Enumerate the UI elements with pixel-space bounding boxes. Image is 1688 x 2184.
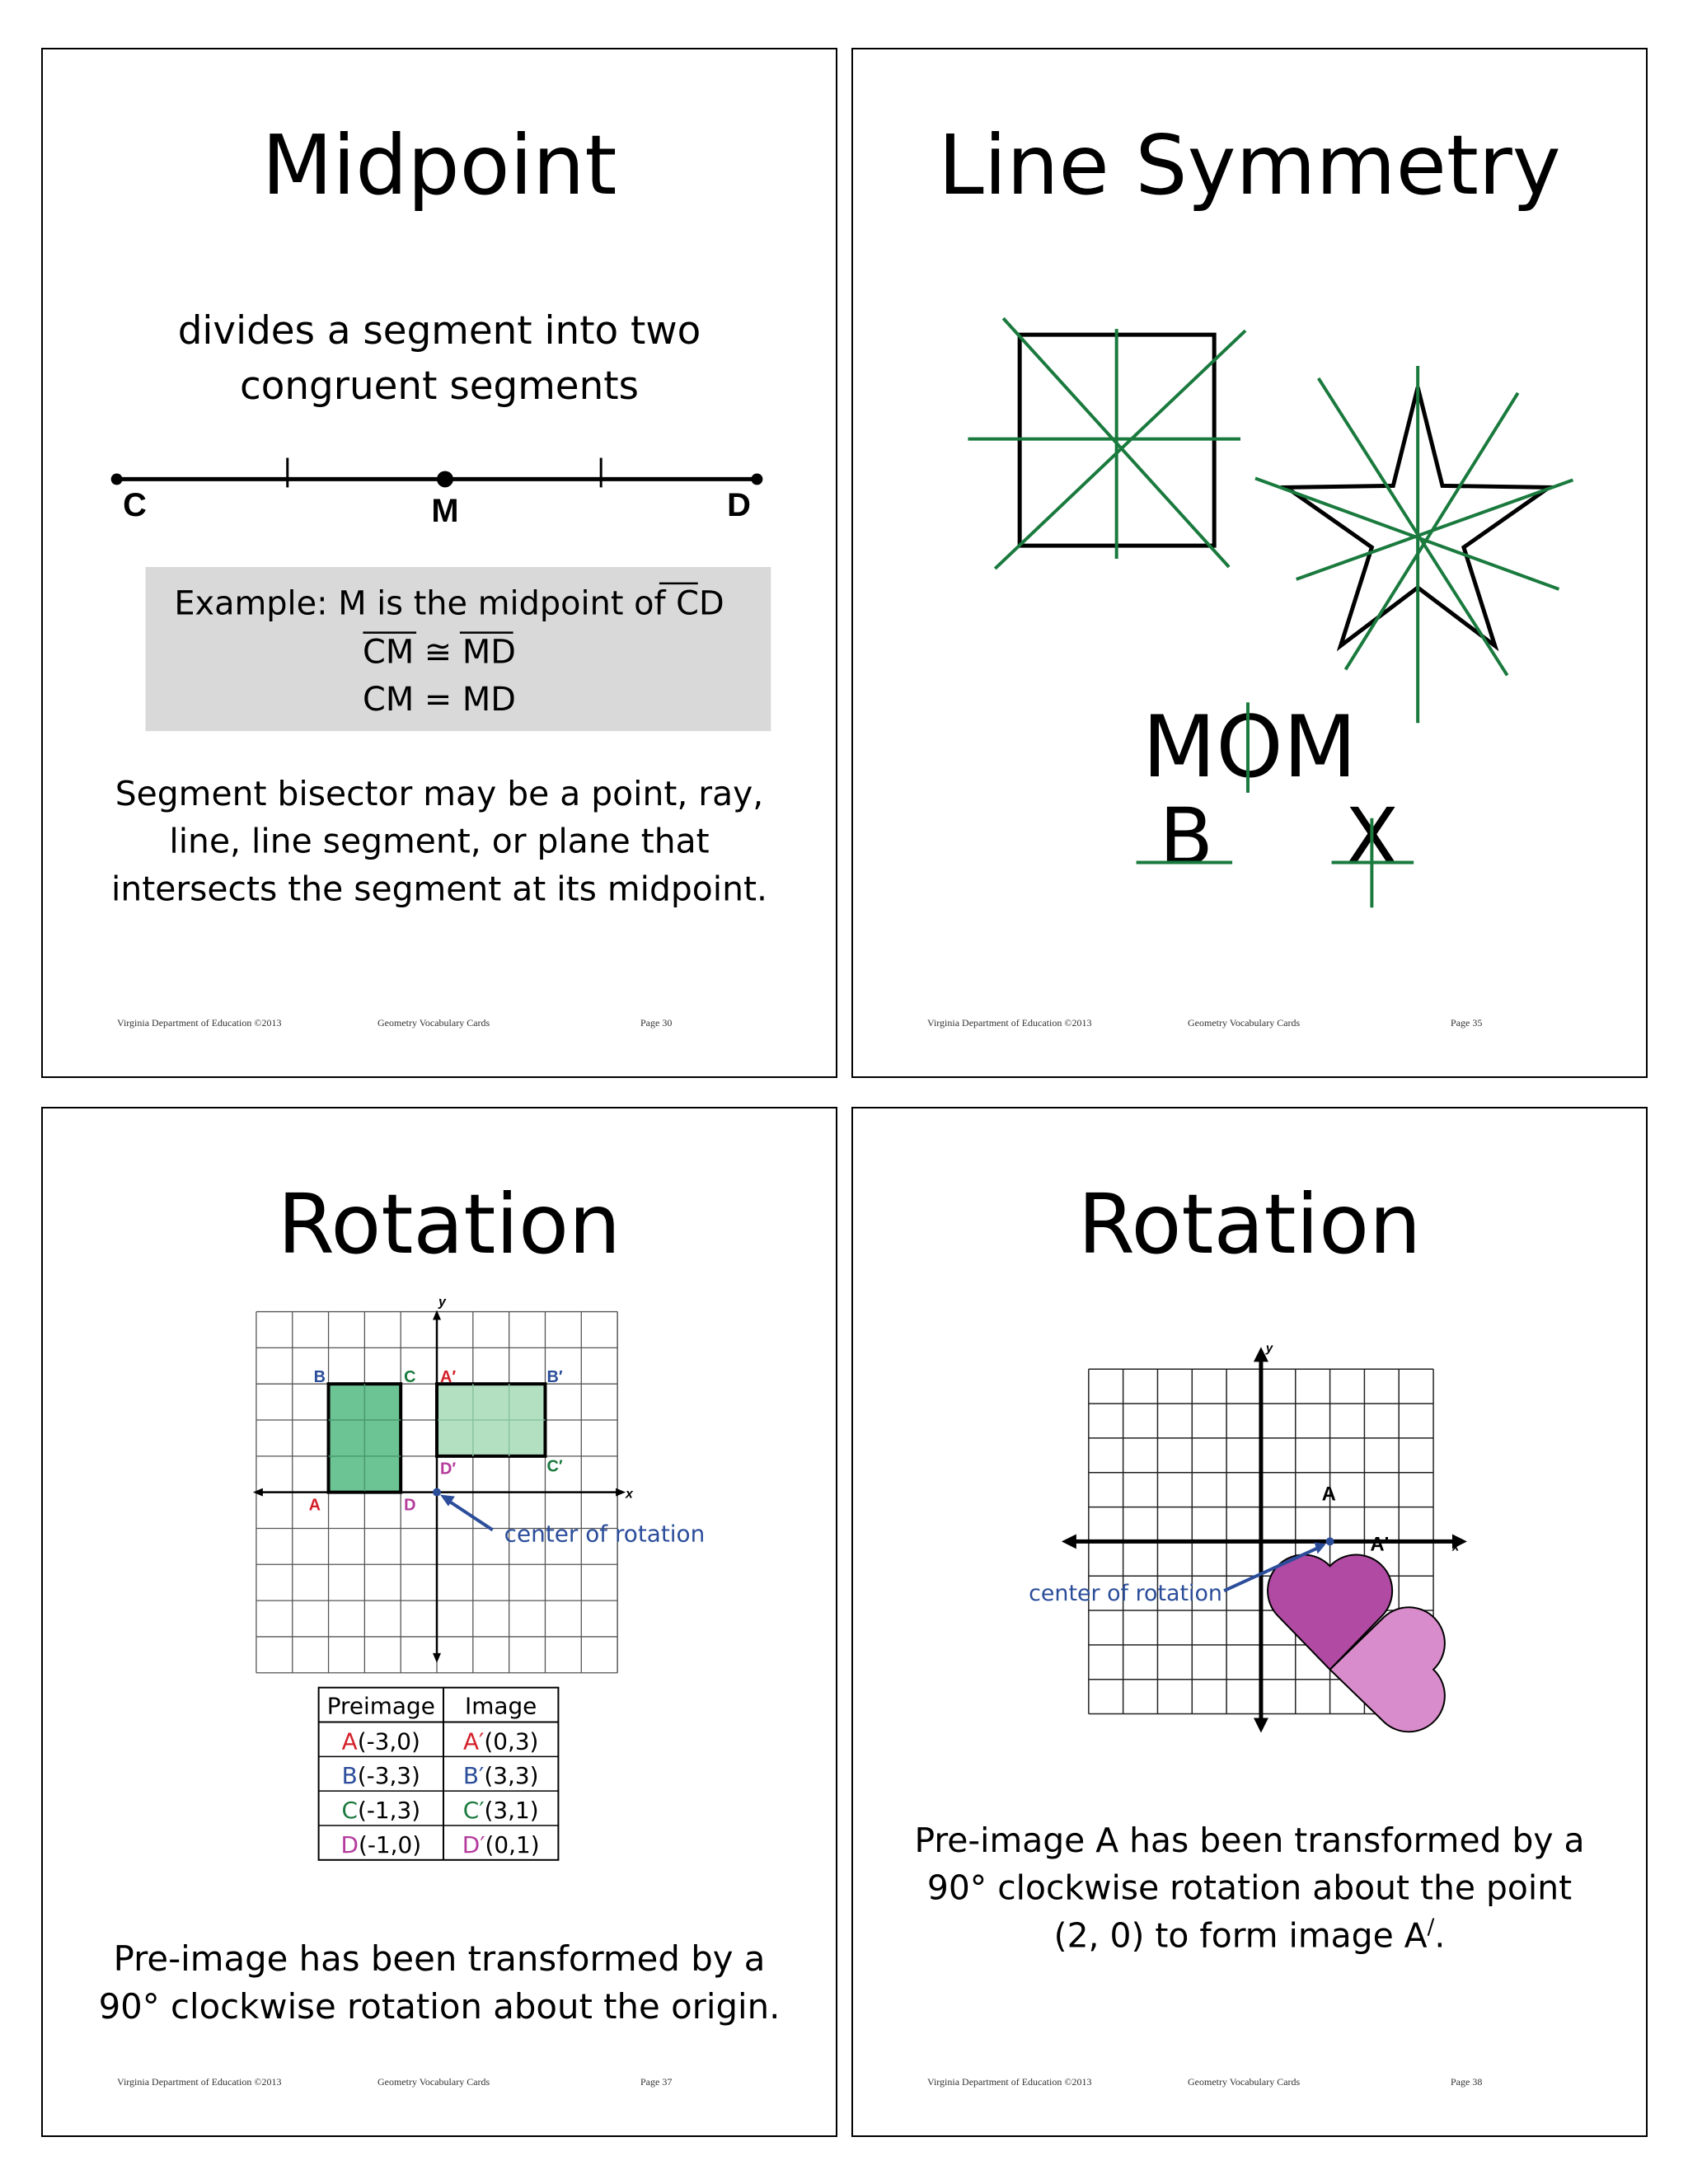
footer-series: Geometry Vocabulary Cards	[1188, 2076, 1301, 2088]
segment-cd-label: CD	[676, 584, 724, 623]
table-cell: D′(0,1)	[462, 1830, 540, 1858]
card-footer	[43, 1017, 836, 1033]
footer-page: Page 30	[640, 1017, 673, 1029]
label-a-prime: A'	[1370, 1533, 1390, 1556]
word-mom: MOM	[1142, 697, 1357, 797]
midpoint-figure	[43, 49, 836, 1076]
card-line-symmetry	[851, 48, 1648, 1078]
congruence-statement: CM ≅ MD	[363, 633, 516, 672]
description-line-1: Pre-image A has been transformed by a	[914, 1820, 1585, 1860]
footer-org: Virginia Department of Education ©2013	[117, 2076, 282, 2088]
square-symmetry-figure	[968, 318, 1245, 569]
description-line-2: 90° clockwise rotation about the point	[926, 1868, 1573, 1908]
center-point	[1326, 1537, 1334, 1545]
point-d	[751, 473, 762, 485]
label-a: A	[308, 1496, 321, 1515]
label-d: D	[404, 1496, 416, 1515]
line-symmetry-figure	[853, 49, 1646, 1076]
center-point	[433, 1488, 441, 1497]
footer-org: Virginia Department of Education ©2013	[927, 2076, 1092, 2088]
description-line-1: Pre-image has been transformed by a	[113, 1938, 766, 1980]
center-of-rotation-label: center of rotation	[1029, 1581, 1222, 1607]
card-footer	[853, 1017, 1646, 1033]
label-c-prime: C′	[546, 1457, 563, 1476]
note-line-1: Segment bisector may be a point, ray,	[115, 773, 764, 813]
card-rotation-rectangle	[41, 1107, 837, 2137]
table-header-preimage: Preimage	[326, 1692, 435, 1720]
note-line-2: line, line segment, or plane that	[169, 821, 710, 861]
footer-org: Virginia Department of Education ©2013	[927, 1017, 1092, 1029]
definition-line-2: congruent segments	[240, 363, 639, 409]
footer-series: Geometry Vocabulary Cards	[377, 2076, 490, 2088]
x-axis-label: x	[1451, 1540, 1460, 1554]
y-axis-label: y	[438, 1295, 446, 1310]
table-cell: C′(3,1)	[462, 1797, 539, 1825]
table-header-image: Image	[465, 1692, 537, 1720]
point-m	[437, 471, 453, 487]
card-title: Rotation	[1077, 1177, 1422, 1272]
description-line-3: (2, 0) to form image A/.	[1053, 1915, 1446, 1956]
footer-page: Page 38	[1451, 2076, 1483, 2088]
coordinates-table	[319, 1688, 559, 1860]
table-cell: D(-1,0)	[340, 1830, 422, 1858]
footer-series: Geometry Vocabulary Cards	[377, 1017, 490, 1029]
table-cell: B(-3,3)	[341, 1762, 420, 1790]
label-d-prime: D′	[439, 1460, 457, 1479]
footer-page: Page 35	[1451, 1017, 1483, 1029]
label-d: D	[727, 487, 751, 524]
card-title: Rotation	[277, 1177, 621, 1272]
rotation-rectangle-figure	[43, 1108, 836, 2135]
letter-x: X	[1344, 790, 1400, 883]
point-c	[111, 473, 123, 485]
label-c: C	[404, 1368, 416, 1387]
note-line-3: intersects the segment at its midpoint.	[110, 869, 768, 909]
card-rotation-heart	[851, 1107, 1648, 2137]
table-cell: A′(0,3)	[462, 1727, 539, 1755]
center-arrow	[447, 1500, 493, 1530]
star-symmetry-figure	[1255, 366, 1573, 723]
label-b: B	[313, 1368, 326, 1387]
label-a-prime: A′	[439, 1368, 457, 1387]
footer-series: Geometry Vocabulary Cards	[1188, 1017, 1301, 1029]
label-m: M	[431, 493, 459, 530]
x-axis-label: x	[626, 1487, 633, 1502]
label-c: C	[123, 487, 147, 524]
card-title: Line Symmetry	[938, 118, 1561, 213]
label-a: A	[1321, 1483, 1336, 1506]
equality-statement: CM = MD	[363, 681, 516, 719]
table-cell: B′(3,3)	[462, 1762, 539, 1790]
footer-org: Virginia Department of Education ©2013	[117, 1017, 282, 1029]
letter-b: B	[1159, 790, 1214, 883]
definition-line-1: divides a segment into two	[177, 309, 701, 354]
center-of-rotation-label: center of rotation	[504, 1520, 706, 1548]
table-cell: C(-1,3)	[341, 1797, 421, 1825]
label-b-prime: B′	[546, 1368, 563, 1387]
example-text: Example: M is the midpoint of CD	[174, 584, 724, 623]
rotation-heart-figure	[853, 1108, 1646, 2135]
card-footer	[43, 2076, 836, 2093]
description-line-2: 90° clockwise rotation about the origin.	[98, 1986, 781, 2027]
footer-page: Page 37	[640, 2076, 673, 2088]
card-midpoint	[41, 48, 837, 1078]
y-axis-label: y	[1265, 1341, 1273, 1356]
coordinate-grid	[1062, 1347, 1467, 1732]
table-cell: A(-3,0)	[341, 1727, 420, 1755]
card-title: Midpoint	[261, 118, 617, 213]
card-footer	[853, 2076, 1646, 2093]
